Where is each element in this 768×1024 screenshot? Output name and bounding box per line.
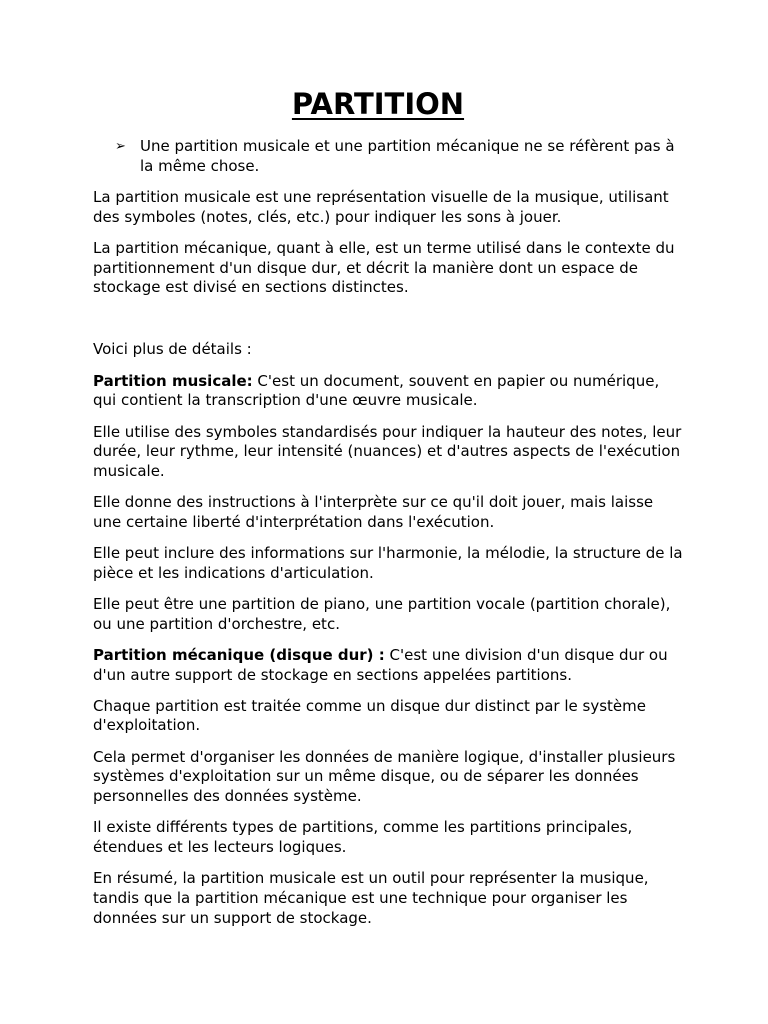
summary-paragraph: En résumé, la partition musicale est un outil pour représenter la musique, tandis que la partition mécanique est une technique pour organiser les données sur un support de stockage. [93, 869, 649, 927]
mechanical-label: Partition mécanique (disque dur) : [93, 645, 385, 664]
mechanical-definition-text: C'est une division d'un disque dur ou d'un autre support de stockage en sections appelées partitions. [93, 645, 668, 684]
musical-paragraph: Elle donne des instructions à l'interprète sur ce qu'il doit jouer, mais laisse une certaine liberté d'interprétation dans l'exécution. [93, 493, 654, 531]
mechanical-paragraph: Chaque partition est traitée comme un disque dur distinct par le système d'exploitation. [93, 696, 646, 735]
mechanical-paragraph: Il existe différents types de partitions, comme les partitions principales, étendues et les lecteurs logiques. [93, 818, 633, 856]
bullet-text: Une partition musicale et une partition mécanique ne se réfèrent pas à la même chose. [140, 137, 675, 175]
musical-definition [93, 372, 683, 411]
mechanical-paragraph: Cela permet d'organiser les données de manière logique, d'installer plusieurs systèmes d'exploitation sur un même disque, ou de séparer les données personnelles des données système. [93, 747, 676, 806]
mechanical-definition [93, 646, 683, 685]
document-title: PARTITION [291, 87, 465, 121]
document-body [93, 137, 683, 940]
musical-paragraph: Elle utilise des symboles standardisés pour indiquer la hauteur des notes, leur durée, leur rythme, leur intensité (nuances) et d'autres aspects de l'exécution musicale. [93, 422, 682, 480]
musical-paragraph: Elle peut être une partition de piano, une partition vocale (partition chorale), ou une partition d'orchestre, etc. [93, 594, 671, 633]
arrowhead-bullet-icon: ➢ [115, 139, 126, 154]
musical-label: Partition musicale: [93, 371, 253, 390]
musical-definition-text: C'est un document, souvent en papier ou numérique, qui contient la transcription d'une œuvre musicale. [93, 371, 660, 410]
bullet-item [93, 137, 683, 176]
musical-paragraph: Elle peut inclure des informations sur l'harmonie, la mélodie, la structure de la pièce et les indications d'articulation. [93, 544, 683, 582]
blank-line [93, 309, 683, 340]
intro-paragraph-musical: La partition musicale est une représentation visuelle de la musique, utilisant des symboles (notes, clés, etc.) pour indiquer les sons à jouer. [93, 187, 669, 226]
details-heading: Voici plus de détails : [93, 340, 252, 359]
intro-paragraph-mechanical: La partition mécanique, quant à elle, est un terme utilisé dans le contexte du partitionnement d'un disque dur, et décrit la manière dont un espace de stockage est divisé en sections distinctes. [93, 238, 675, 297]
